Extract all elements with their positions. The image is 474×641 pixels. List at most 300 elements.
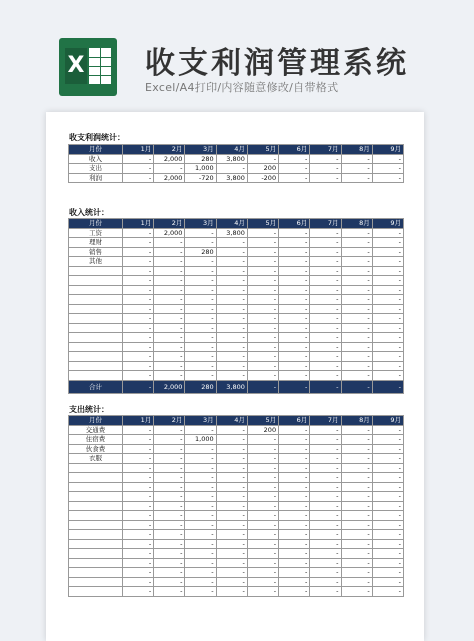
cell-value: 3,800 — [216, 173, 247, 183]
cell-value: 1,000 — [185, 164, 216, 174]
month-header: 8月 — [341, 219, 372, 229]
cell-value: - — [185, 304, 216, 314]
cell-value: - — [185, 539, 216, 549]
cell-value: - — [372, 285, 403, 295]
cell-value: - — [341, 173, 372, 183]
cell-value: - — [247, 314, 278, 324]
cell-value: - — [310, 295, 341, 305]
row-label — [69, 568, 123, 578]
cell-value: - — [372, 425, 403, 435]
cell-value: - — [279, 323, 310, 333]
cell-value: - — [185, 444, 216, 454]
cell-value: - — [310, 304, 341, 314]
cell-value: - — [310, 257, 341, 267]
cell-value: - — [247, 247, 278, 257]
cell-value: - — [123, 501, 154, 511]
cell-value: - — [341, 154, 372, 164]
row-label — [69, 530, 123, 540]
cell-value: - — [123, 342, 154, 352]
cell-value: - — [216, 444, 247, 454]
month-header: 9月 — [372, 145, 403, 155]
row-label: 支出 — [69, 164, 123, 174]
cell-value: - — [341, 492, 372, 502]
cell-value: - — [310, 501, 341, 511]
cell-value: - — [310, 164, 341, 174]
cell-value: - — [247, 342, 278, 352]
cell-value: - — [279, 425, 310, 435]
cell-value: - — [123, 164, 154, 174]
cell-value: - — [279, 266, 310, 276]
page-title: 收支利润管理系统 — [145, 46, 409, 81]
row-label — [69, 473, 123, 483]
row-label — [69, 501, 123, 511]
cell-value: - — [341, 454, 372, 464]
cell-value: - — [154, 511, 185, 521]
row-label — [69, 492, 123, 502]
row-label — [69, 371, 123, 381]
cell-value: - — [216, 511, 247, 521]
table-row — [69, 164, 404, 174]
corner-header: 月份 — [69, 416, 123, 426]
cell-value: - — [216, 520, 247, 530]
cell-value: - — [372, 501, 403, 511]
cell-value: - — [154, 520, 185, 530]
cell-value: - — [279, 520, 310, 530]
cell-value: - — [123, 228, 154, 238]
cell-value: - — [216, 558, 247, 568]
cell-value: - — [372, 238, 403, 248]
month-header: 5月 — [247, 416, 278, 426]
row-label — [69, 276, 123, 286]
cell-value: - — [216, 530, 247, 540]
cell-value: - — [310, 473, 341, 483]
cell-value: - — [372, 323, 403, 333]
cell-value: - — [154, 238, 185, 248]
cell-value: - — [372, 342, 403, 352]
cell-value: - — [185, 228, 216, 238]
table-row — [69, 154, 404, 164]
cell-value: - — [247, 539, 278, 549]
cell-value: - — [310, 520, 341, 530]
table-row — [69, 568, 404, 578]
cell-value: - — [154, 473, 185, 483]
row-label — [69, 266, 123, 276]
cell-value: - — [216, 463, 247, 473]
header-row — [69, 416, 404, 426]
cell-value: - — [341, 435, 372, 445]
cell-value: - — [216, 577, 247, 587]
month-header: 7月 — [310, 219, 341, 229]
cell-value: - — [310, 154, 341, 164]
cell-value: - — [247, 435, 278, 445]
cell-value: - — [247, 276, 278, 286]
cell-value: - — [247, 257, 278, 267]
cell-value: - — [154, 549, 185, 559]
row-label — [69, 333, 123, 343]
cell-value: - — [372, 164, 403, 174]
month-header: 8月 — [341, 145, 372, 155]
cell-value: - — [216, 238, 247, 248]
corner-header: 月份 — [69, 145, 123, 155]
cell-value: - — [279, 501, 310, 511]
cell-value: - — [310, 371, 341, 381]
cell-value: - — [279, 558, 310, 568]
cell-value: - — [123, 295, 154, 305]
table-row — [69, 539, 404, 549]
cell-value: - — [310, 173, 341, 183]
cell-value: - — [247, 304, 278, 314]
cell-value: - — [247, 530, 278, 540]
cell-value: - — [123, 520, 154, 530]
cell-value: - — [185, 342, 216, 352]
table-row — [69, 482, 404, 492]
cell-value: - — [372, 520, 403, 530]
cell-value: - — [123, 530, 154, 540]
cell-value: - — [216, 492, 247, 502]
cell-value: - — [341, 482, 372, 492]
cell-value: - — [154, 539, 185, 549]
cell-value: 280 — [185, 154, 216, 164]
cell-value: - — [279, 314, 310, 324]
cell-value: - — [372, 295, 403, 305]
cell-value: - — [154, 295, 185, 305]
row-label — [69, 304, 123, 314]
cell-value: 2,000 — [154, 173, 185, 183]
cell-value: - — [372, 352, 403, 362]
cell-value: - — [372, 482, 403, 492]
row-label: 利润 — [69, 173, 123, 183]
cell-value: - — [154, 558, 185, 568]
cell-value: 2,000 — [154, 154, 185, 164]
cell-value: - — [123, 371, 154, 381]
cell-value: - — [372, 257, 403, 267]
cell-value: - — [310, 587, 341, 597]
cell-value: - — [123, 549, 154, 559]
month-header: 1月 — [123, 145, 154, 155]
cell-value: - — [372, 333, 403, 343]
row-label — [69, 539, 123, 549]
cell-value: - — [279, 154, 310, 164]
cell-value: - — [372, 577, 403, 587]
cell-value: - — [310, 425, 341, 435]
cell-value: - — [372, 154, 403, 164]
cell-value: - — [185, 568, 216, 578]
cell-value: - — [123, 238, 154, 248]
cell-value: - — [341, 587, 372, 597]
table-row — [69, 238, 404, 248]
table-row — [69, 285, 404, 295]
cell-value: - — [279, 361, 310, 371]
cell-value: - — [154, 276, 185, 286]
cell-value: - — [341, 549, 372, 559]
cell-value: - — [310, 568, 341, 578]
cell-value: - — [247, 361, 278, 371]
cell-value: - — [341, 238, 372, 248]
cell-value: - — [185, 511, 216, 521]
cell-value: - — [279, 444, 310, 454]
cell-value: - — [372, 511, 403, 521]
cell-value: - — [279, 342, 310, 352]
cell-value: - — [279, 276, 310, 286]
cell-value: - — [372, 266, 403, 276]
cell-value: - — [185, 285, 216, 295]
month-header: 9月 — [372, 416, 403, 426]
cell-value: - — [216, 257, 247, 267]
cell-value: - — [279, 577, 310, 587]
cell-value: - — [310, 511, 341, 521]
excel-grid-icon — [89, 48, 111, 84]
cell-value: - — [216, 314, 247, 324]
cell-value: - — [372, 228, 403, 238]
table-row — [69, 257, 404, 267]
cell-value: - — [185, 492, 216, 502]
income-table — [68, 218, 404, 394]
row-label — [69, 511, 123, 521]
total-value: 3,800 — [216, 380, 247, 393]
cell-value: - — [123, 425, 154, 435]
month-header: 7月 — [310, 145, 341, 155]
table-row — [69, 577, 404, 587]
cell-value: - — [216, 568, 247, 578]
table-row — [69, 314, 404, 324]
cell-value: - — [372, 173, 403, 183]
cell-value: - — [154, 587, 185, 597]
month-header: 5月 — [247, 219, 278, 229]
cell-value: - — [341, 568, 372, 578]
cell-value: - — [185, 257, 216, 267]
total-value: - — [247, 380, 278, 393]
cell-value: - — [372, 276, 403, 286]
cell-value: - — [185, 520, 216, 530]
cell-value: - — [372, 558, 403, 568]
cell-value: - — [154, 314, 185, 324]
cell-value: - — [310, 333, 341, 343]
cell-value: - — [310, 482, 341, 492]
cell-value: - — [247, 568, 278, 578]
cell-value: - — [123, 558, 154, 568]
cell-value: - — [310, 577, 341, 587]
month-header: 3月 — [185, 145, 216, 155]
cell-value: - — [154, 323, 185, 333]
month-header: 4月 — [216, 145, 247, 155]
cell-value: - — [154, 577, 185, 587]
cell-value: - — [310, 492, 341, 502]
cell-value: - — [216, 361, 247, 371]
cell-value: - — [279, 352, 310, 362]
table-row — [69, 323, 404, 333]
cell-value: - — [341, 342, 372, 352]
table-row — [69, 295, 404, 305]
cell-value: - — [216, 473, 247, 483]
cell-value: - — [123, 511, 154, 521]
row-label: 其他 — [69, 257, 123, 267]
cell-value: - — [123, 276, 154, 286]
cell-value: - — [279, 333, 310, 343]
cell-value: - — [310, 323, 341, 333]
cell-value: - — [247, 371, 278, 381]
cell-value: - — [185, 501, 216, 511]
month-header: 6月 — [279, 145, 310, 155]
cell-value: - — [185, 361, 216, 371]
cell-value: - — [341, 257, 372, 267]
cell-value: - — [216, 549, 247, 559]
cell-value: - — [279, 492, 310, 502]
cell-value: - — [216, 435, 247, 445]
cell-value: - — [123, 333, 154, 343]
cell-value: - — [310, 314, 341, 324]
cell-value: - — [279, 435, 310, 445]
table-row — [69, 501, 404, 511]
table-row — [69, 304, 404, 314]
cell-value: - — [247, 558, 278, 568]
cell-value: - — [123, 444, 154, 454]
cell-value: - — [154, 454, 185, 464]
cell-value: - — [185, 425, 216, 435]
table-row — [69, 558, 404, 568]
cell-value: - — [279, 173, 310, 183]
cell-value: - — [341, 539, 372, 549]
table-row — [69, 228, 404, 238]
cell-value: - — [185, 295, 216, 305]
cell-value: - — [372, 463, 403, 473]
row-label — [69, 361, 123, 371]
cell-value: - — [216, 333, 247, 343]
template-header — [0, 0, 474, 108]
table-row — [69, 587, 404, 597]
cell-value: - — [154, 164, 185, 174]
cell-value: - — [279, 304, 310, 314]
cell-value: - — [247, 154, 278, 164]
cell-value: - — [372, 454, 403, 464]
row-label: 工资 — [69, 228, 123, 238]
cell-value: - — [154, 501, 185, 511]
cell-value: 1,000 — [185, 435, 216, 445]
cell-value: - — [341, 314, 372, 324]
row-label — [69, 314, 123, 324]
cell-value: - — [341, 247, 372, 257]
month-header: 1月 — [123, 219, 154, 229]
table-row — [69, 371, 404, 381]
cell-value: - — [247, 520, 278, 530]
cell-value: - — [247, 482, 278, 492]
cell-value: - — [123, 482, 154, 492]
table-row — [69, 333, 404, 343]
cell-value: - — [247, 352, 278, 362]
cell-value: - — [154, 371, 185, 381]
table-row — [69, 492, 404, 502]
cell-value: - — [185, 473, 216, 483]
cell-value: - — [247, 285, 278, 295]
cell-value: - — [372, 247, 403, 257]
month-header: 6月 — [279, 416, 310, 426]
cell-value: - — [185, 352, 216, 362]
cell-value: - — [123, 173, 154, 183]
total-value: - — [123, 380, 154, 393]
cell-value: - — [154, 435, 185, 445]
cell-value: - — [123, 266, 154, 276]
cell-value: - — [341, 295, 372, 305]
cell-value: - — [185, 323, 216, 333]
expense-section-title: 支出统计： — [69, 405, 109, 414]
summary-section-title: 收支利润统计： — [69, 133, 125, 142]
income-section-title: 收入统计： — [69, 208, 109, 217]
cell-value: - — [216, 454, 247, 464]
cell-value: - — [372, 314, 403, 324]
cell-value: - — [216, 276, 247, 286]
cell-value: - — [123, 577, 154, 587]
cell-value: - — [310, 247, 341, 257]
cell-value: - — [185, 587, 216, 597]
cell-value: - — [216, 266, 247, 276]
cell-value: - — [279, 530, 310, 540]
row-label — [69, 352, 123, 362]
cell-value: - — [341, 558, 372, 568]
cell-value: - — [310, 361, 341, 371]
cell-value: - — [341, 304, 372, 314]
summary-table — [68, 144, 404, 183]
month-header: 2月 — [154, 219, 185, 229]
cell-value: -720 — [185, 173, 216, 183]
cell-value: - — [185, 371, 216, 381]
total-row — [69, 380, 404, 393]
row-label — [69, 587, 123, 597]
cell-value: 3,800 — [216, 228, 247, 238]
month-header: 2月 — [154, 145, 185, 155]
cell-value: - — [279, 247, 310, 257]
cell-value: - — [185, 577, 216, 587]
cell-value: - — [216, 247, 247, 257]
excel-logo-icon — [59, 38, 117, 96]
table-row — [69, 444, 404, 454]
row-label: 理财 — [69, 238, 123, 248]
cell-value: - — [247, 587, 278, 597]
cell-value: - — [123, 473, 154, 483]
cell-value: - — [310, 342, 341, 352]
row-label — [69, 549, 123, 559]
cell-value: - — [310, 454, 341, 464]
cell-value: - — [279, 549, 310, 559]
row-label: 住宿费 — [69, 435, 123, 445]
cell-value: - — [341, 511, 372, 521]
cell-value: - — [279, 454, 310, 464]
cell-value: - — [216, 164, 247, 174]
cell-value: - — [216, 425, 247, 435]
cell-value: - — [341, 530, 372, 540]
month-header: 4月 — [216, 416, 247, 426]
row-label — [69, 520, 123, 530]
cell-value: - — [310, 285, 341, 295]
cell-value: - — [154, 492, 185, 502]
cell-value: - — [247, 511, 278, 521]
cell-value: - — [341, 228, 372, 238]
cell-value: - — [123, 247, 154, 257]
cell-value: - — [279, 482, 310, 492]
cell-value: - — [123, 323, 154, 333]
cell-value: - — [247, 577, 278, 587]
excel-x-letter: X — [65, 48, 87, 84]
cell-value: - — [154, 361, 185, 371]
cell-value: - — [247, 463, 278, 473]
total-value: - — [341, 380, 372, 393]
page-subtitle: Excel/A4打印/内容随意修改/自带格式 — [145, 81, 339, 94]
cell-value: - — [154, 266, 185, 276]
cell-value: - — [341, 323, 372, 333]
header-row — [69, 145, 404, 155]
cell-value: - — [341, 361, 372, 371]
cell-value: - — [341, 352, 372, 362]
row-label — [69, 295, 123, 305]
table-row — [69, 463, 404, 473]
